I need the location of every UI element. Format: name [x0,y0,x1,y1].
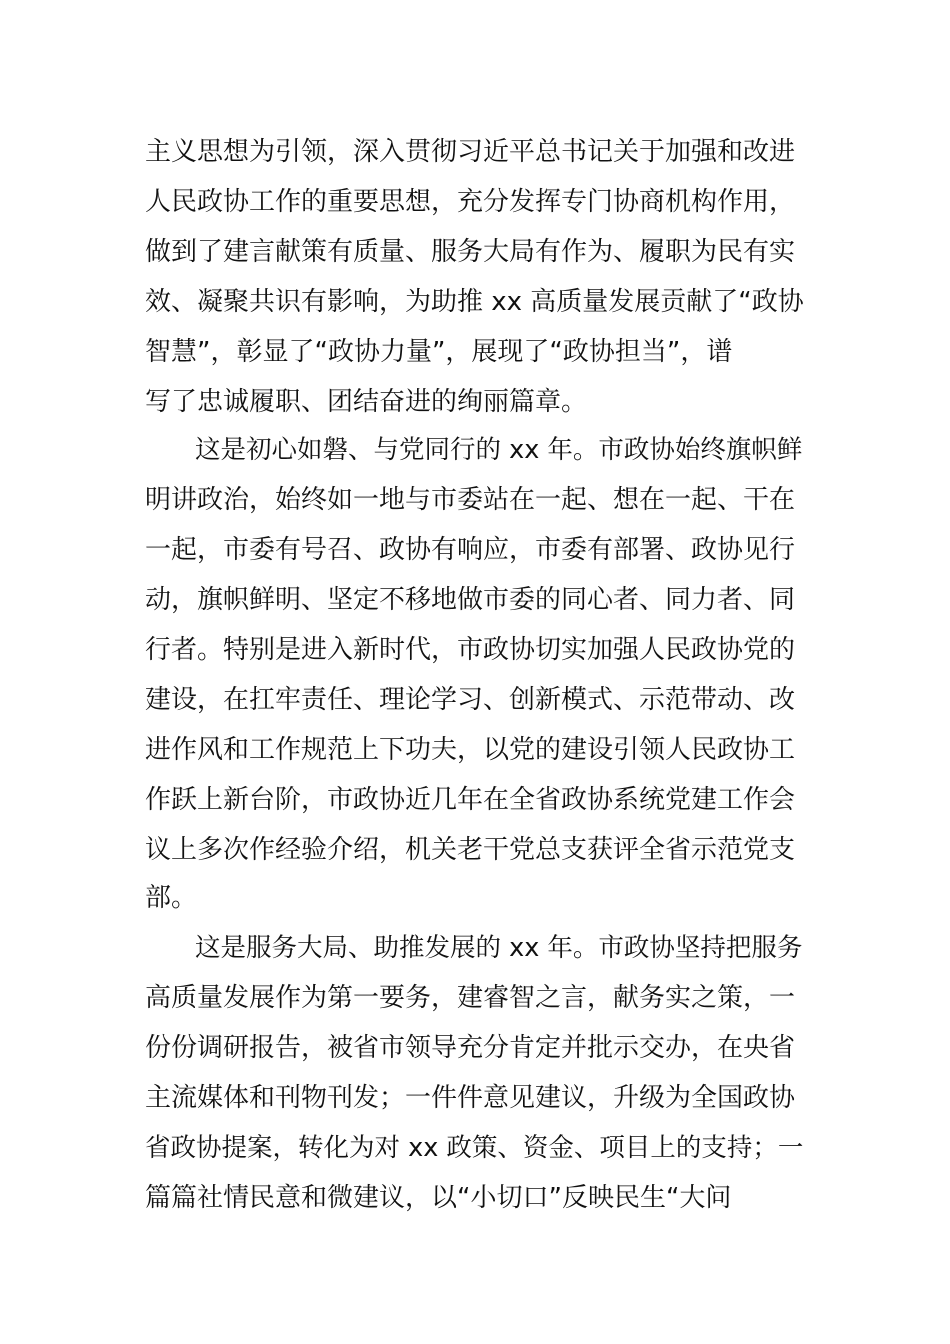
text-line: 做到了建言献策有质量、服务大局有作为、履职为民有实 [145,237,796,267]
text-line: 议上多次作经验介绍，机关老干党总支获评全省示范党支 [145,835,796,865]
text-line: 进作风和工作规范上下功夫，以党的建设引领人民政协工 [145,735,796,765]
text-line: 效、凝聚共识有影响，为助推 xx 高质量发展贡献了“政协 [145,287,804,317]
text-line: 写了忠诚履职、团结奋进的绚丽篇章。 [145,387,588,417]
text-line: 篇篇社情民意和微建议，以“小切口”反映民生“大问 [145,1183,732,1213]
text-line: 人民政协工作的重要思想，充分发挥专门协商机构作用， [145,187,796,217]
text-line: 建设，在扛牢责任、理论学习、创新模式、示范带动、改 [145,685,796,715]
text-line: 动，旗帜鲜明、坚定不移地做市委的同心者、同力者、同 [145,585,796,615]
text-line: 行者。特别是进入新时代，市政协切实加强人民政协党的 [145,635,796,665]
text-line: 智慧”，彰显了“政协力量”，展现了“政协担当”，谱 [145,337,733,367]
text-line: 作跃上新台阶，市政协近几年在全省政协系统党建工作会 [145,785,796,815]
text-line: 部。 [145,883,198,913]
text-line: 高质量发展作为第一要务，建睿智之言，献务实之策，一 [145,983,796,1013]
text-line: 省政协提案，转化为对 xx 政策、资金、项目上的支持；一 [145,1133,804,1163]
text-line: 主义思想为引领，深入贯彻习近平总书记关于加强和改进 [145,137,796,167]
text-line: 明讲政治，始终如一地与市委站在一起、想在一起、干在 [145,485,796,515]
text-line: 这是服务大局、助推发展的 xx 年。市政协坚持把服务 [195,933,803,963]
text-line: 这是初心如磐、与党同行的 xx 年。市政协始终旗帜鲜 [195,435,803,465]
text-line: 一起，市委有号召、政协有响应，市委有部署、政协见行 [145,535,796,565]
text-line: 份份调研报告，被省市领导充分肯定并批示交办，在央省 [145,1033,796,1063]
text-line: 主流媒体和刊物刊发；一件件意见建议，升级为全国政协 [145,1083,796,1113]
